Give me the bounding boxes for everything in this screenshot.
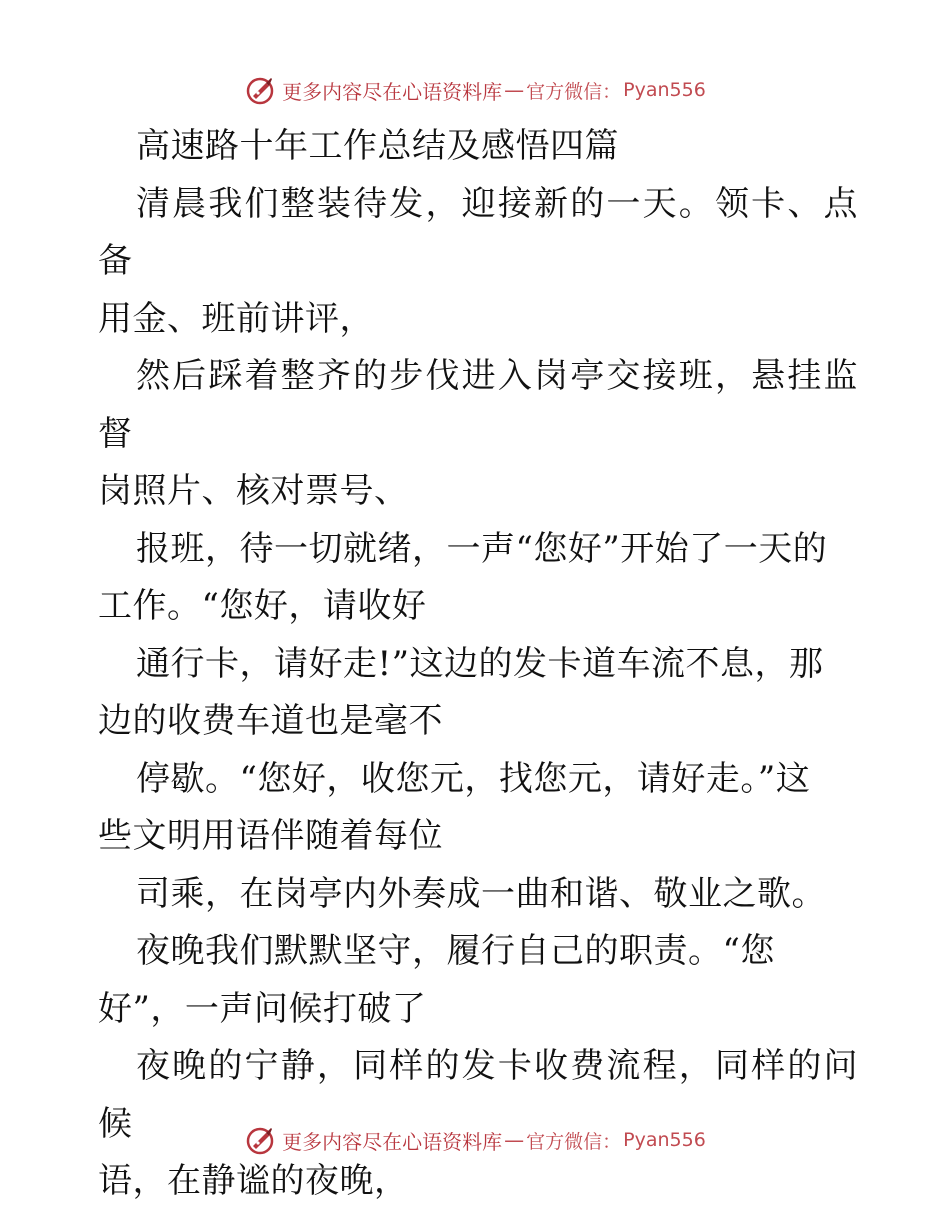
pen-nib-circle-icon <box>244 74 276 106</box>
banner-site-text: 更多内容尽在心语资料库 <box>282 1129 503 1154</box>
banner-wechat-label: 官方微信： <box>526 1130 622 1153</box>
paragraph: 通行卡，请好走!”这边的发卡道车流不息，那 边的收费车道也是毫不 <box>98 643 824 741</box>
banner-dash: — <box>504 1128 525 1152</box>
pen-nib-circle-icon <box>244 1124 276 1156</box>
banner-dash: — <box>504 78 525 102</box>
document-body <box>98 118 858 1211</box>
paragraph: 报班，待一切就绪，一声“您好”开始了一天的 工作。“您好，请收好 <box>98 528 828 626</box>
document-title: 高速路十年工作总结及感悟四篇 <box>136 126 619 166</box>
paragraph: 停歇。“您好，收您元，找您元，请好走。”这 些文明用语伴随着每位 <box>98 758 811 856</box>
paragraph: 司乘，在岗亭内外奏成一曲和谐、敬业之歌。 <box>136 873 826 914</box>
banner-wechat-label: 官方微信： <box>526 80 622 103</box>
banner-wechat-id: Pyan556 <box>623 79 706 101</box>
paragraph: 夜晚的宁静，同样的发卡收费流程，同样的问候 语，在静谧的夜晚， <box>98 1046 858 1201</box>
header-banner <box>0 70 950 110</box>
paragraph: 夜晚我们默默坚守，履行自己的职责。“您 好”，一声问候打破了 <box>98 931 775 1029</box>
footer-banner <box>0 1120 950 1160</box>
banner-wechat-id: Pyan556 <box>623 1129 706 1151</box>
banner-site-text: 更多内容尽在心语资料库 <box>282 79 503 104</box>
paragraph: 清晨我们整装待发，迎接新的一天。领卡、点备 用金、班前讲评， <box>98 183 858 339</box>
paragraph: 然后踩着整齐的步伐进入岗亭交接班，悬挂监督 岗照片、核对票号、 <box>98 356 858 511</box>
